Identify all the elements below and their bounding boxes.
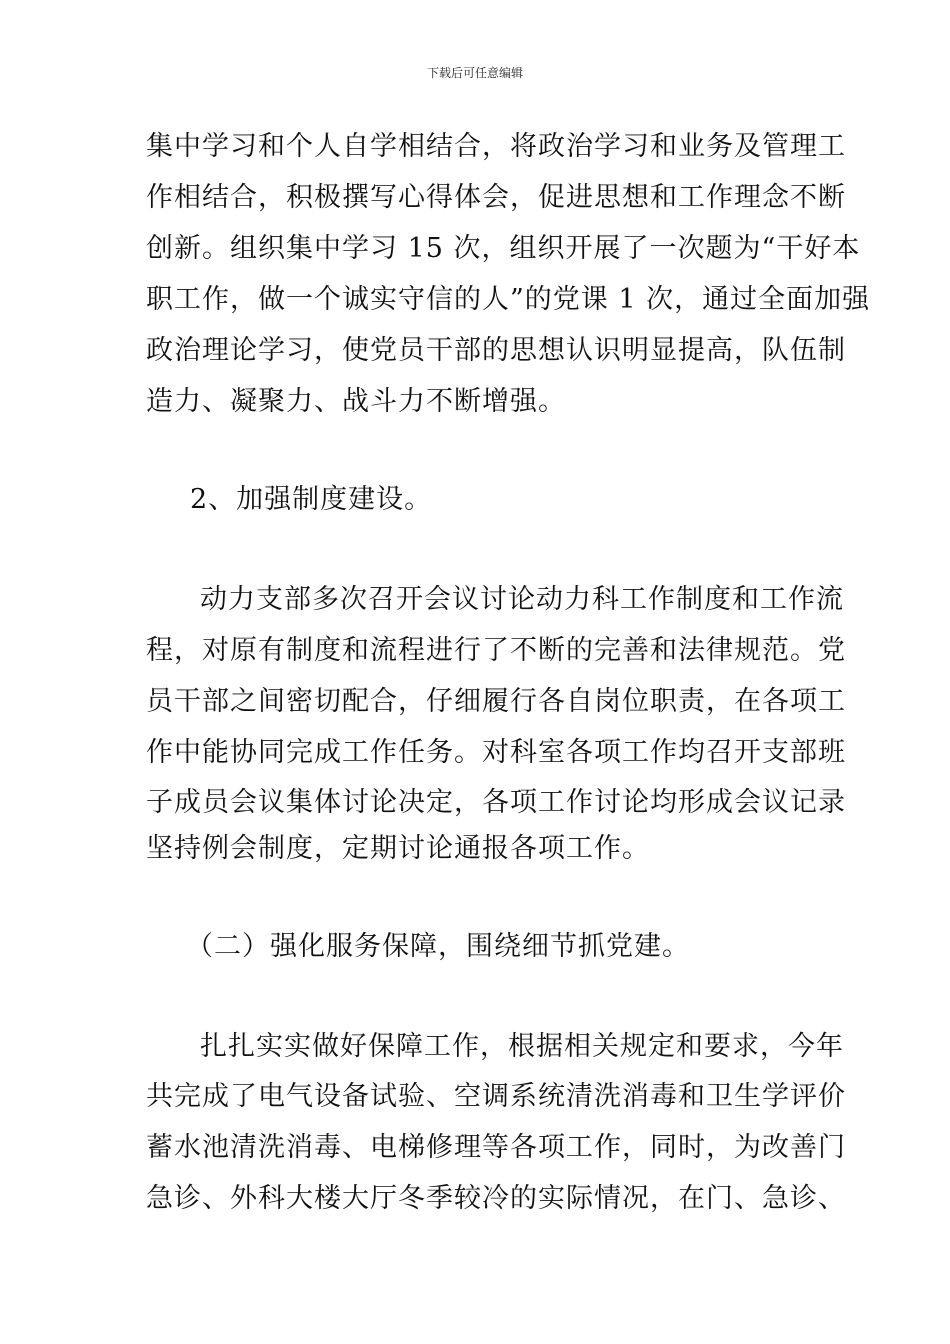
text-line: 蓄水池清洗消毒、电梯修理等各项工作，同时，为改善门 [146, 1132, 846, 1163]
text-line: 共完成了电气设备试验、空调系统清洗消毒和卫生学评价 [146, 1081, 846, 1112]
text-line: 扎扎实实做好保障工作，根据相关规定和要求，今年 [200, 1031, 844, 1062]
text-line: 作相结合，积极撰写心得体会，促进思想和工作理念不断 [146, 182, 846, 213]
text-line: 职工作，做一个诚实守信的人”的党课 1 次，通过全面加强 [146, 284, 871, 315]
text-line: 急诊、外科大楼大厅冬季较冷的实际情况，在门、急诊、 [146, 1183, 846, 1214]
text-line: 造力、凝聚力、战斗力不断增强。 [146, 386, 566, 417]
text-line: 集中学习和个人自学相结合，将政治学习和业务及管理工 [146, 131, 846, 162]
section-heading: （二）强化服务保障，围绕细节抓党建。 [186, 931, 690, 962]
text-line: 员干部之间密切配合，仔细履行各自岗位职责，在各项工 [146, 686, 846, 717]
text-line: 政治理论学习，使党员干部的思想认识明显提高，队伍制 [146, 335, 846, 366]
page-header: 下载后可任意编辑 [426, 66, 523, 80]
text-line: 坚持例会制度，定期讨论通报各项工作。 [146, 833, 650, 864]
text-line: 子成员会议集体讨论决定，各项工作讨论均形成会议记录 [146, 787, 846, 818]
text-line: 作中能协同完成工作任务。对科室各项工作均召开支部班 [146, 737, 846, 768]
text-line: 动力支部多次召开会议讨论动力科工作制度和工作流 [200, 584, 844, 615]
section-heading: 2、加强制度建设。 [190, 484, 433, 515]
text-line: 创新。组织集中学习 15 次，组织开展了一次题为“干好本 [146, 233, 861, 264]
text-line: 程，对原有制度和流程进行了不断的完善和法律规范。党 [146, 635, 846, 666]
